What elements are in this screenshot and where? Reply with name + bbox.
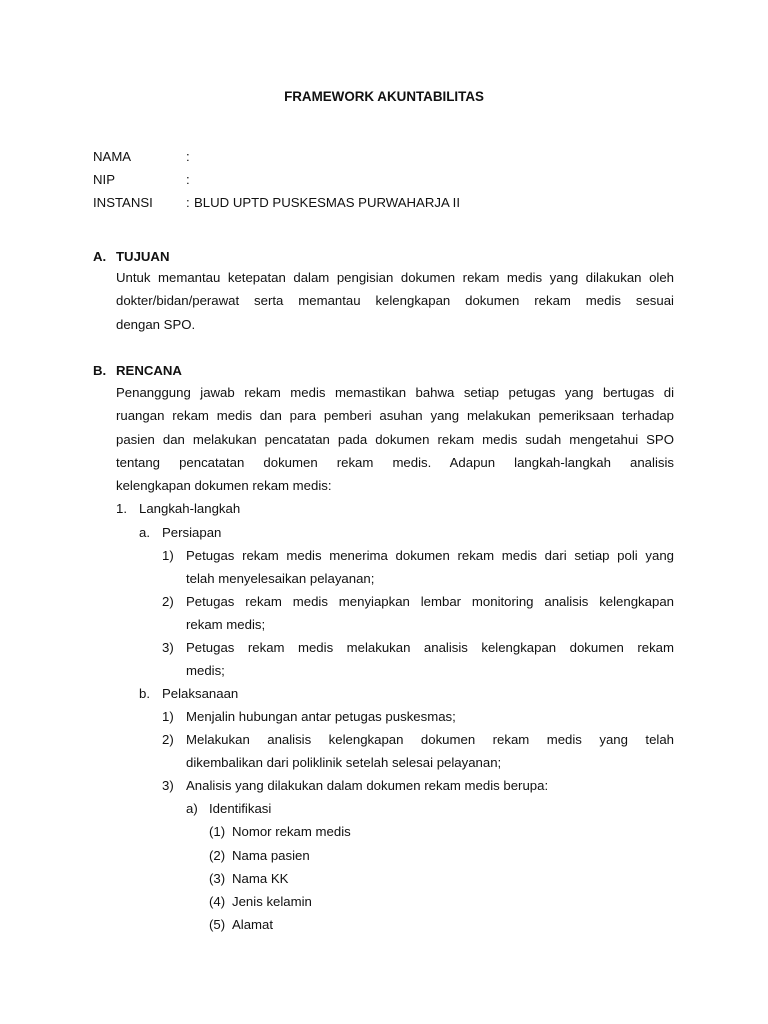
field-label: INSTANSI [93,195,153,210]
list-marker: 3) [162,778,174,793]
list-marker: 2) [162,594,174,609]
document-title: FRAMEWORK AKUNTABILITAS [284,89,484,104]
list-label: Persiapan [162,525,222,540]
section-b-line: Penanggung jawab rekam medis memastikan bahwa setiap petugas yang bertugas di [116,385,674,400]
list-marker: a. [139,525,150,540]
list-label: Langkah-langkah [139,501,241,516]
section-marker: B. [93,363,107,378]
field-label: NIP [93,172,115,187]
list-marker: a) [186,801,198,816]
list-text: medis; [186,663,225,678]
list-text: Jenis kelamin [232,894,312,909]
list-marker: (2) [209,848,226,863]
list-label: Pelaksanaan [162,686,239,701]
section-marker: A. [93,249,107,264]
list-text: Petugas rekam medis menyiapkan lembar monitoring analisis kelengkapan [186,594,674,609]
list-text: Petugas rekam medis melakukan analisis kelengkapan dokumen rekam [186,640,674,655]
list-marker: 3) [162,640,174,655]
list-text: Menjalin hubungan antar petugas puskesmas; [186,709,456,724]
field-colon: : [186,149,190,164]
section-b-line: pasien dan melakukan pencatatan pada dokumen rekam medis sudah mengetahui SPO [116,432,674,447]
list-label: Identifikasi [209,801,272,816]
list-text: Analisis yang dilakukan dalam dokumen rekam medis berupa: [186,778,549,793]
list-text: telah menyelesaikan pelayanan; [186,571,375,586]
field-colon: : [186,172,190,187]
list-marker: (1) [209,824,226,839]
list-marker: (3) [209,871,226,886]
list-text: Nama KK [232,871,289,886]
list-marker: 1) [162,548,174,563]
list-marker: 1. [116,501,127,516]
list-marker: (5) [209,917,226,932]
list-marker: b. [139,686,150,701]
section-title: TUJUAN [116,249,170,264]
section-a-line: dengan SPO. [116,317,196,332]
section-b-line: kelengkapan dokumen rekam medis: [116,478,332,493]
section-b-line: tentang pencatatan dokumen rekam medis. Adapun langkah-langkah analisis [116,455,674,470]
list-text: Petugas rekam medis menerima dokumen rekam medis dari setiap poli yang [186,548,674,563]
list-text: dikembalikan dari poliklinik setelah selesai pelayanan; [186,755,502,770]
list-text: Alamat [232,917,274,932]
section-a-line: dokter/bidan/perawat serta memantau kelengkapan dokumen rekam medis sesuai [116,293,674,308]
field-colon: : [186,195,190,210]
section-title: RENCANA [116,363,182,378]
field-label: NAMA [93,149,132,164]
list-text: rekam medis; [186,617,266,632]
list-text: Melakukan analisis kelengkapan dokumen rekam medis yang telah [186,732,674,747]
list-marker: 1) [162,709,174,724]
section-b-line: ruangan rekam medis dan para pemberi asuhan yang melakukan pemeriksaan terhadap [116,408,674,423]
list-marker: 2) [162,732,174,747]
section-a-heading [93,245,169,268]
section-a-line: Untuk memantau ketepatan dalam pengisian dokumen rekam medis yang dilakukan oleh [116,270,674,285]
list-text: Nomor rekam medis [232,824,351,839]
field-value: BLUD UPTD PUSKESMAS PURWAHARJA II [194,195,461,210]
list-marker: (4) [209,894,226,909]
list-text: Nama pasien [232,848,310,863]
section-b-heading [93,359,182,382]
